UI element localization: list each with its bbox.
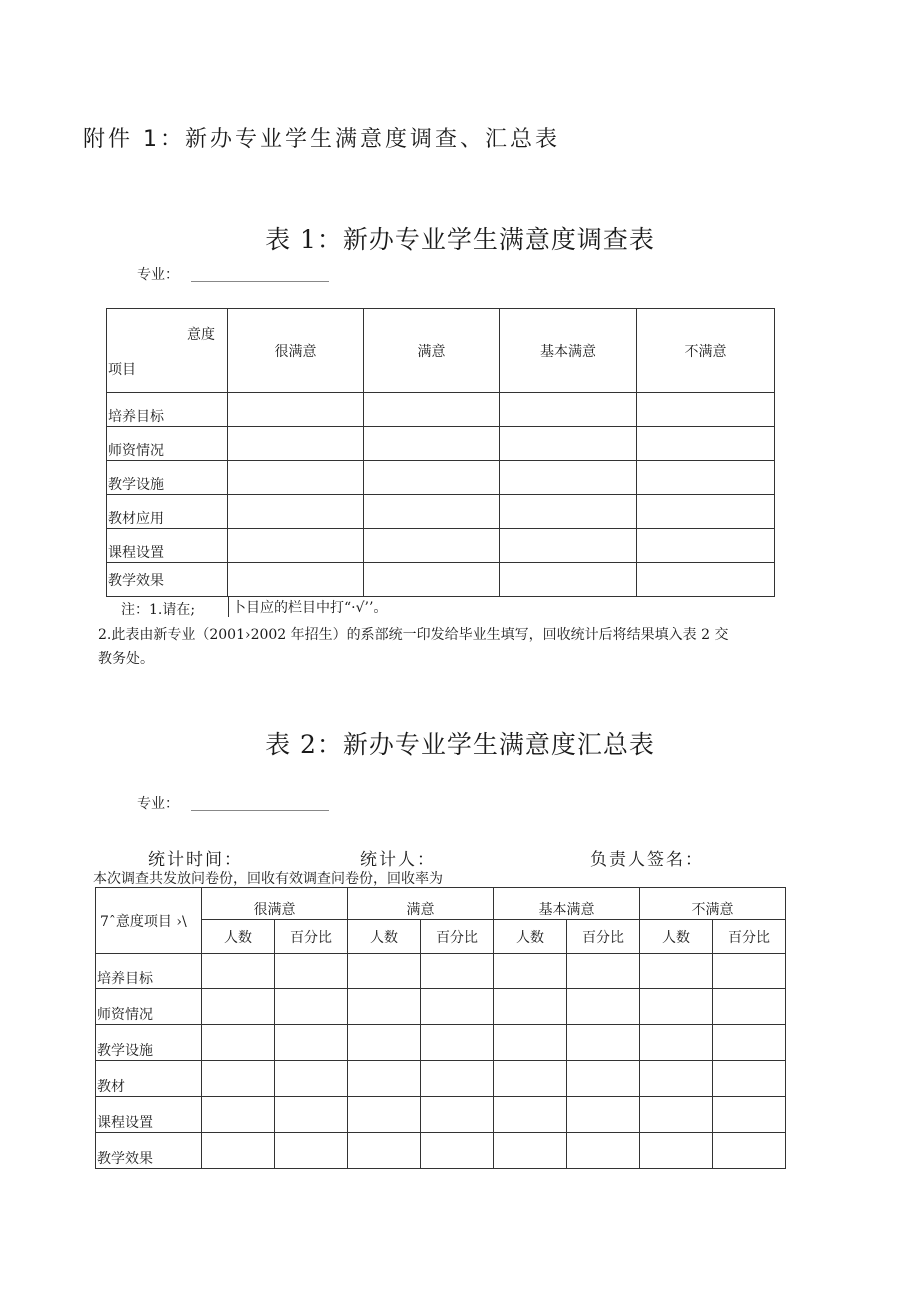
table2-cell[interactable]	[275, 1025, 348, 1061]
table2-cell[interactable]	[421, 989, 494, 1025]
table1-cell[interactable]	[364, 529, 500, 563]
table1-title: 表 1：新办专业学生满意度调查表	[265, 225, 655, 254]
table1-cell[interactable]	[637, 563, 775, 597]
table2-cell[interactable]	[640, 1133, 713, 1169]
table1-major-blank[interactable]	[191, 281, 329, 282]
table1-cell[interactable]	[500, 393, 637, 427]
stat-person-label: 统计人：	[360, 850, 436, 870]
table2-cell[interactable]	[202, 1025, 275, 1061]
table2-cell[interactable]	[494, 1025, 567, 1061]
table1-cell[interactable]	[364, 461, 500, 495]
table1-col-header: 基本满意	[500, 309, 637, 393]
table2-cell[interactable]	[640, 954, 713, 989]
table2-cell[interactable]	[494, 1061, 567, 1097]
table2-cell[interactable]	[202, 954, 275, 989]
table1-cell[interactable]	[500, 495, 637, 529]
table2-summary	[95, 887, 786, 1169]
table2-cell[interactable]	[640, 1097, 713, 1133]
table1-cell[interactable]	[364, 495, 500, 529]
table1-cell[interactable]	[228, 529, 364, 563]
table1-cell[interactable]	[364, 393, 500, 427]
table1-cell[interactable]	[637, 529, 775, 563]
table1-cell[interactable]	[500, 427, 637, 461]
table2-major-field[interactable]	[137, 793, 329, 813]
note-1-right: 卜目应的栏目中打“·√’’。	[228, 597, 387, 617]
table2-cell[interactable]	[348, 1097, 421, 1133]
table1-row-label: 教学设施	[107, 461, 228, 495]
table2-cell[interactable]	[275, 1097, 348, 1133]
table1-cell[interactable]	[364, 563, 500, 597]
table2-cell[interactable]	[640, 1025, 713, 1061]
table1-cell[interactable]	[228, 563, 364, 597]
note-2-line1: 2.此表由新专业（2001›2002 年招生）的系部统一印发给毕业生填写，回收统计后将结果填入表 2 交	[98, 627, 729, 643]
table1-cell[interactable]	[364, 427, 500, 461]
table2-cell[interactable]	[421, 1097, 494, 1133]
survey-summary-line: 本次调查共发放问卷份，回收有效调查问卷份，回收率为	[93, 871, 443, 887]
table1-cell[interactable]	[228, 461, 364, 495]
table2-corner-cell: 7ˆ意度项目 ›\	[96, 888, 202, 954]
table1-cell[interactable]	[637, 461, 775, 495]
table2-cell[interactable]	[494, 954, 567, 989]
table2-row-label: 课程设置	[96, 1097, 202, 1133]
table2-cell[interactable]	[275, 989, 348, 1025]
table2-cell[interactable]	[567, 954, 640, 989]
table1-cell[interactable]	[228, 393, 364, 427]
table2-group-header: 满意	[348, 888, 494, 920]
table1-survey	[106, 308, 775, 597]
table1-major-field[interactable]	[137, 264, 329, 284]
table1-row-label: 师资情况	[107, 427, 228, 461]
table2-group-header: 很满意	[202, 888, 348, 920]
table2-cell[interactable]	[567, 989, 640, 1025]
table1-header-top: 意度	[187, 327, 215, 343]
table2-cell[interactable]	[202, 1061, 275, 1097]
table1-row-label: 教材应用	[107, 495, 228, 529]
table2-sub-header-count: 人数	[202, 920, 275, 954]
table2-cell[interactable]	[348, 954, 421, 989]
table1-col-header: 满意	[364, 309, 500, 393]
table2-sub-header-percent: 百分比	[567, 920, 640, 954]
table2-cell[interactable]	[421, 1061, 494, 1097]
table2-cell[interactable]	[567, 1097, 640, 1133]
table1-corner-cell	[107, 309, 228, 393]
table2-cell[interactable]	[713, 1133, 786, 1169]
table2-cell[interactable]	[567, 1061, 640, 1097]
table2-sub-header-count: 人数	[494, 920, 567, 954]
table2-cell[interactable]	[348, 1061, 421, 1097]
table1-row-label: 培养目标	[107, 393, 228, 427]
table2-group-header: 基本满意	[494, 888, 640, 920]
table1-cell[interactable]	[637, 427, 775, 461]
table2-cell[interactable]	[713, 1097, 786, 1133]
table2-sub-header-count: 人数	[348, 920, 421, 954]
attachment-title: 附件 1：新办专业学生满意度调查、汇总表	[83, 127, 560, 152]
table2-cell[interactable]	[421, 954, 494, 989]
table2-cell[interactable]	[713, 1061, 786, 1097]
table2-cell[interactable]	[567, 1133, 640, 1169]
table2-cell[interactable]	[567, 1025, 640, 1061]
table2-sub-header-percent: 百分比	[421, 920, 494, 954]
table2-cell[interactable]	[275, 1061, 348, 1097]
table2-sub-header-percent: 百分比	[275, 920, 348, 954]
table2-cell[interactable]	[202, 1133, 275, 1169]
table1-major-label: 专业：	[137, 267, 179, 283]
table2-cell[interactable]	[713, 954, 786, 989]
table2-cell[interactable]	[640, 1061, 713, 1097]
table2-sub-header-count: 人数	[640, 920, 713, 954]
table2-row-label: 培养目标	[96, 954, 202, 989]
table1-col-header: 很满意	[228, 309, 364, 393]
table1-cell[interactable]	[500, 461, 637, 495]
table2-cell[interactable]	[494, 1133, 567, 1169]
responsible-signature-label: 负责人签名：	[590, 850, 704, 870]
table2-cell[interactable]	[202, 989, 275, 1025]
table2-cell[interactable]	[421, 1133, 494, 1169]
table1-cell[interactable]	[637, 393, 775, 427]
table2-row-label: 教材	[96, 1061, 202, 1097]
table2-cell[interactable]	[275, 1133, 348, 1169]
note-2-line2: 教务处。	[98, 651, 154, 667]
table2-row-label: 教学设施	[96, 1025, 202, 1061]
table2-cell[interactable]	[494, 989, 567, 1025]
stat-time-label: 统计时间：	[148, 850, 243, 870]
table1-cell[interactable]	[500, 563, 637, 597]
table1-row-label: 教学效果	[107, 563, 228, 597]
table2-cell[interactable]	[421, 1025, 494, 1061]
table2-cell[interactable]	[348, 989, 421, 1025]
table2-cell[interactable]	[640, 989, 713, 1025]
table1-col-header: 不满意	[637, 309, 775, 393]
table2-cell[interactable]	[348, 1025, 421, 1061]
table1-cell[interactable]	[500, 529, 637, 563]
table2-major-label: 专业：	[137, 796, 179, 812]
table2-title: 表 2：新办专业学生满意度汇总表	[265, 730, 655, 759]
table1-cell[interactable]	[637, 495, 775, 529]
table2-cell[interactable]	[494, 1097, 567, 1133]
table2-row-label: 师资情况	[96, 989, 202, 1025]
table2-cell[interactable]	[202, 1097, 275, 1133]
table2-row-label: 教学效果	[96, 1133, 202, 1169]
table1-cell[interactable]	[228, 495, 364, 529]
table2-cell[interactable]	[348, 1133, 421, 1169]
table2-cell[interactable]	[275, 954, 348, 989]
table1-header-bottom: 项目	[108, 362, 136, 378]
table2-cell[interactable]	[713, 1025, 786, 1061]
table2-sub-header-percent: 百分比	[713, 920, 786, 954]
note-1-left: 注：1.请在;	[121, 602, 196, 618]
table2-cell[interactable]	[713, 989, 786, 1025]
table2-group-header: 不满意	[640, 888, 786, 920]
table2-major-blank[interactable]	[191, 810, 329, 811]
table1-cell[interactable]	[228, 427, 364, 461]
table1-row-label: 课程设置	[107, 529, 228, 563]
